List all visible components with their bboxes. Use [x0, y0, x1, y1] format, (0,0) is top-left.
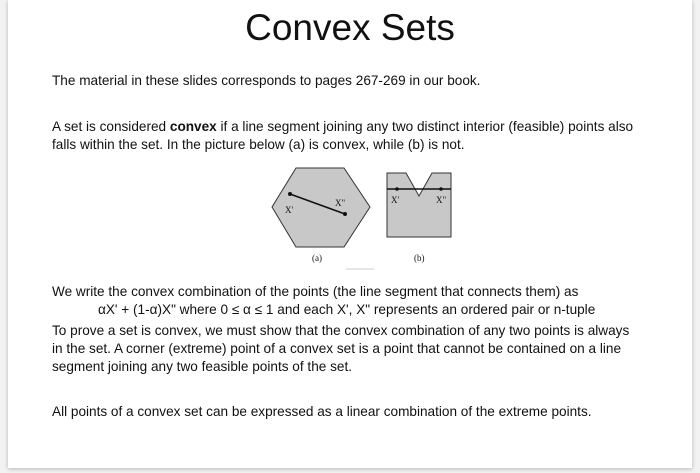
figure-label-a: (a): [312, 253, 322, 263]
slide-title: Convex Sets: [245, 7, 455, 48]
proof-line-1: To prove a set is convex, we must show that the convex combination of any two points is always: [52, 323, 630, 338]
point-b2-label: X": [436, 195, 447, 205]
point-a1-label: X': [285, 205, 294, 215]
definition-paragraph: [52, 118, 633, 154]
combination-formula: αX' + (1-α)X" where 0 ≤ α ≤ 1 and each X', X" represents an ordered pair or n-tuple: [98, 302, 596, 317]
conclusion-text: All points of a convex set can be expressed as a linear combination of the extreme points.: [52, 404, 592, 419]
definition-term: convex: [169, 119, 217, 134]
figure-label-b: (b): [414, 253, 425, 263]
proof-paragraph: [52, 322, 629, 376]
intro-text: The material in these slides corresponds to pages 267-269 in our book.: [52, 73, 481, 88]
point-a1-dot: [288, 192, 292, 196]
definition-text-end: if a line segment joining any two distinct interior (feasible) points also: [216, 119, 634, 134]
point-b1-label: X': [391, 195, 400, 205]
nonconvex-notched-shape: [387, 173, 451, 237]
point-a2-dot: [343, 212, 347, 216]
point-b2-dot: [439, 187, 443, 191]
point-b1-dot: [395, 187, 399, 191]
figure-svg: [266, 163, 466, 275]
slide: [8, 0, 692, 468]
combination-text: We write the convex combination of the points (the line segment that connects them) as: [52, 284, 579, 299]
definition-text-start: A set is considered: [52, 119, 170, 134]
point-a2-label: X": [335, 198, 346, 208]
proof-line-2: in the set. A corner (extreme) point of a convex set is a point that cannot be contained on a line: [52, 341, 622, 356]
proof-line-3: segment joining any two feasible points of the set.: [52, 359, 352, 374]
convexity-figure: [266, 163, 466, 275]
definition-line-2: falls within the set. In the picture below (a) is convex, while (b) is not.: [52, 137, 465, 152]
